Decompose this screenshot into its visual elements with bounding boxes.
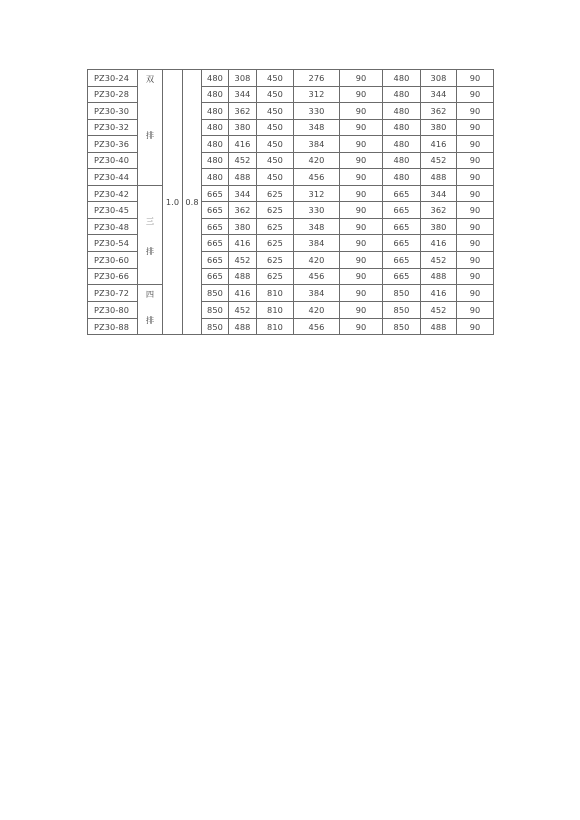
value-cell: 380 (421, 218, 457, 235)
group-label-char: 排 (145, 130, 155, 140)
value-cell: 850 (383, 285, 421, 302)
value-cell: 384 (294, 235, 340, 252)
value-cell: 416 (229, 235, 257, 252)
value-cell: 850 (383, 318, 421, 335)
value-cell: 344 (421, 86, 457, 103)
model-cell: PZ30-28 (88, 86, 138, 103)
merged-col2-cell: 1.0 (163, 70, 183, 335)
value-cell: 450 (257, 169, 294, 186)
value-cell: 90 (340, 103, 383, 120)
value-cell: 480 (383, 70, 421, 87)
value-cell: 344 (229, 185, 257, 202)
group-label-char: 双 (145, 74, 155, 84)
value-cell: 480 (202, 169, 229, 186)
value-cell: 90 (340, 119, 383, 136)
value-cell: 810 (257, 318, 294, 335)
value-cell: 90 (340, 268, 383, 285)
value-cell: 452 (421, 301, 457, 318)
value-cell: 665 (383, 218, 421, 235)
value-cell: 416 (421, 136, 457, 153)
value-cell: 625 (257, 185, 294, 202)
value-cell: 90 (457, 169, 494, 186)
model-cell: PZ30-80 (88, 301, 138, 318)
value-cell: 90 (457, 218, 494, 235)
value-cell: 665 (383, 185, 421, 202)
value-cell: 380 (421, 119, 457, 136)
value-cell: 344 (421, 185, 457, 202)
value-cell: 488 (421, 268, 457, 285)
value-cell: 90 (340, 70, 383, 87)
value-cell: 90 (340, 235, 383, 252)
group-label-char: 四 (145, 289, 155, 300)
model-cell: PZ30-32 (88, 119, 138, 136)
model-cell: PZ30-45 (88, 202, 138, 219)
value-cell: 344 (229, 86, 257, 103)
merged-col3-cell: 0.8 (183, 70, 202, 335)
value-cell: 488 (229, 169, 257, 186)
model-cell: PZ30-42 (88, 185, 138, 202)
model-cell: PZ30-36 (88, 136, 138, 153)
value-cell: 450 (257, 152, 294, 169)
value-cell: 480 (383, 136, 421, 153)
value-cell: 480 (383, 119, 421, 136)
value-cell: 452 (229, 252, 257, 269)
value-cell: 90 (457, 103, 494, 120)
value-cell: 456 (294, 318, 340, 335)
value-cell: 452 (421, 152, 457, 169)
model-cell: PZ30-30 (88, 103, 138, 120)
value-cell: 456 (294, 268, 340, 285)
table-row (88, 185, 494, 202)
value-cell: 312 (294, 86, 340, 103)
value-cell: 665 (202, 268, 229, 285)
value-cell: 625 (257, 252, 294, 269)
value-cell: 380 (229, 218, 257, 235)
model-cell: PZ30-48 (88, 218, 138, 235)
value-cell: 488 (229, 318, 257, 335)
value-cell: 330 (294, 103, 340, 120)
value-cell: 850 (383, 301, 421, 318)
value-cell: 90 (340, 86, 383, 103)
value-cell: 308 (421, 70, 457, 87)
group-label-char: 三 (145, 215, 155, 226)
value-cell: 90 (340, 136, 383, 153)
model-cell: PZ30-54 (88, 235, 138, 252)
value-cell: 362 (421, 103, 457, 120)
value-cell: 665 (202, 252, 229, 269)
value-cell: 625 (257, 268, 294, 285)
model-cell: PZ30-24 (88, 70, 138, 87)
value-cell: 90 (457, 152, 494, 169)
value-cell: 362 (229, 103, 257, 120)
value-cell: 90 (457, 285, 494, 302)
value-cell: 362 (421, 202, 457, 219)
value-cell: 810 (257, 301, 294, 318)
value-cell: 450 (257, 103, 294, 120)
value-cell: 450 (257, 86, 294, 103)
value-cell: 665 (202, 185, 229, 202)
spec-table (87, 69, 494, 335)
value-cell: 456 (294, 169, 340, 186)
value-cell: 480 (202, 86, 229, 103)
table-row (88, 285, 494, 302)
value-cell: 665 (383, 235, 421, 252)
value-cell: 480 (383, 103, 421, 120)
value-cell: 416 (421, 235, 457, 252)
value-cell: 665 (202, 235, 229, 252)
model-cell: PZ30-88 (88, 318, 138, 335)
value-cell: 90 (457, 202, 494, 219)
value-cell: 625 (257, 218, 294, 235)
value-cell: 380 (229, 119, 257, 136)
value-cell: 665 (383, 252, 421, 269)
value-cell: 488 (229, 268, 257, 285)
value-cell: 850 (202, 318, 229, 335)
model-cell: PZ30-60 (88, 252, 138, 269)
group-label-char: 排 (145, 315, 155, 326)
value-cell: 90 (340, 185, 383, 202)
model-cell: PZ30-72 (88, 285, 138, 302)
value-cell: 348 (294, 119, 340, 136)
value-cell: 625 (257, 235, 294, 252)
value-cell: 330 (294, 202, 340, 219)
value-cell: 452 (421, 252, 457, 269)
value-cell: 450 (257, 70, 294, 87)
group-label-char: 排 (145, 245, 155, 256)
value-cell: 480 (202, 70, 229, 87)
value-cell: 90 (457, 185, 494, 202)
value-cell: 665 (202, 218, 229, 235)
value-cell: 450 (257, 119, 294, 136)
value-cell: 90 (340, 252, 383, 269)
value-cell: 452 (229, 152, 257, 169)
value-cell: 90 (340, 202, 383, 219)
value-cell: 312 (294, 185, 340, 202)
value-cell: 416 (229, 136, 257, 153)
row-group-cell (138, 285, 163, 335)
value-cell: 90 (340, 169, 383, 186)
value-cell: 384 (294, 136, 340, 153)
value-cell: 308 (229, 70, 257, 87)
value-cell: 90 (340, 152, 383, 169)
value-cell: 276 (294, 70, 340, 87)
value-cell: 480 (202, 136, 229, 153)
value-cell: 362 (229, 202, 257, 219)
model-cell: PZ30-66 (88, 268, 138, 285)
value-cell: 488 (421, 169, 457, 186)
value-cell: 90 (340, 285, 383, 302)
value-cell: 90 (457, 86, 494, 103)
value-cell: 488 (421, 318, 457, 335)
value-cell: 420 (294, 301, 340, 318)
value-cell: 420 (294, 252, 340, 269)
value-cell: 90 (457, 70, 494, 87)
value-cell: 665 (202, 202, 229, 219)
value-cell: 452 (229, 301, 257, 318)
value-cell: 450 (257, 136, 294, 153)
model-cell: PZ30-40 (88, 152, 138, 169)
row-group-cell (138, 185, 163, 284)
value-cell: 90 (340, 218, 383, 235)
value-cell: 90 (457, 252, 494, 269)
value-cell: 850 (202, 285, 229, 302)
value-cell: 90 (457, 318, 494, 335)
value-cell: 90 (340, 301, 383, 318)
value-cell: 416 (229, 285, 257, 302)
value-cell: 625 (257, 202, 294, 219)
value-cell: 90 (457, 136, 494, 153)
value-cell: 90 (457, 235, 494, 252)
value-cell: 480 (383, 86, 421, 103)
value-cell: 420 (294, 152, 340, 169)
table-row (88, 70, 494, 87)
value-cell: 480 (383, 169, 421, 186)
value-cell: 416 (421, 285, 457, 302)
value-cell: 480 (202, 119, 229, 136)
value-cell: 665 (383, 202, 421, 219)
value-cell: 480 (202, 103, 229, 120)
value-cell: 384 (294, 285, 340, 302)
value-cell: 480 (383, 152, 421, 169)
value-cell: 90 (340, 318, 383, 335)
value-cell: 480 (202, 152, 229, 169)
value-cell: 348 (294, 218, 340, 235)
row-group-cell (138, 70, 163, 186)
value-cell: 90 (457, 119, 494, 136)
value-cell: 850 (202, 301, 229, 318)
value-cell: 90 (457, 268, 494, 285)
value-cell: 810 (257, 285, 294, 302)
value-cell: 665 (383, 268, 421, 285)
value-cell: 90 (457, 301, 494, 318)
model-cell: PZ30-44 (88, 169, 138, 186)
